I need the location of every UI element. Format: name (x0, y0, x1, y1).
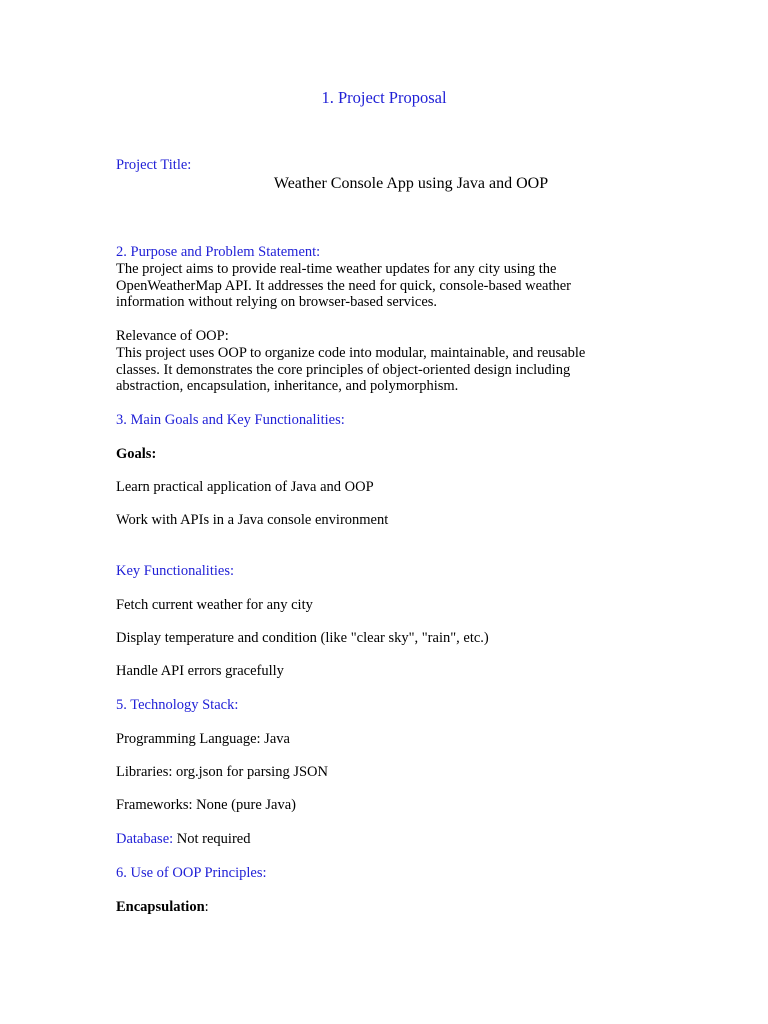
purpose-heading: 2. Purpose and Problem Statement: (116, 244, 321, 260)
purpose-line: information without relying on browser-based services. (116, 294, 438, 311)
goal-item: Learn practical application of Java and OOP (116, 479, 374, 495)
project-title-label: Project Title: (116, 157, 192, 173)
functionality-item: Fetch current weather for any city (116, 597, 313, 613)
relevance-heading: Relevance of OOP: (116, 328, 229, 344)
relevance-line: abstraction, encapsulation, inheritance, and polymorphism. (116, 378, 459, 395)
purpose-line: OpenWeatherMap API. It addresses the need for quick, console-based weather (116, 277, 572, 294)
functionality-item: Handle API errors gracefully (116, 663, 284, 679)
database-value: Not required (173, 831, 251, 847)
functionality-item: Display temperature and condition (like "clear sky", "rain", etc.) (116, 630, 489, 646)
database-label: Database: (116, 831, 174, 847)
relevance-line: This project uses OOP to organize code into modular, maintainable, and reusable (116, 345, 586, 361)
goal-item: Work with APIs in a Java console environment (116, 512, 389, 528)
tech-database (116, 831, 250, 848)
document-title: 1. Project Proposal (321, 88, 447, 107)
purpose-line: The project aims to provide real-time weather updates for any city using the (116, 261, 557, 277)
relevance-line: classes. It demonstrates the core principles of object-oriented design including (116, 361, 571, 378)
relevance-paragraph (116, 345, 636, 395)
purpose-paragraph (116, 261, 636, 311)
tech-libraries: Libraries: org.json for parsing JSON (116, 764, 328, 780)
encapsulation-heading: Encapsulation: (116, 899, 209, 915)
project-title-value: Weather Console App using Java and OOP (273, 175, 549, 192)
goals-section-heading: 3. Main Goals and Key Functionalities: (116, 412, 345, 428)
tech-stack-heading: 5. Technology Stack: (116, 697, 239, 713)
tech-language: Programming Language: Java (116, 731, 290, 747)
key-functionalities-heading: Key Functionalities: (116, 563, 234, 579)
goals-label: Goals: (116, 446, 157, 462)
oop-heading: 6. Use of OOP Principles: (116, 865, 267, 881)
tech-frameworks: Frameworks: None (pure Java) (116, 797, 296, 813)
